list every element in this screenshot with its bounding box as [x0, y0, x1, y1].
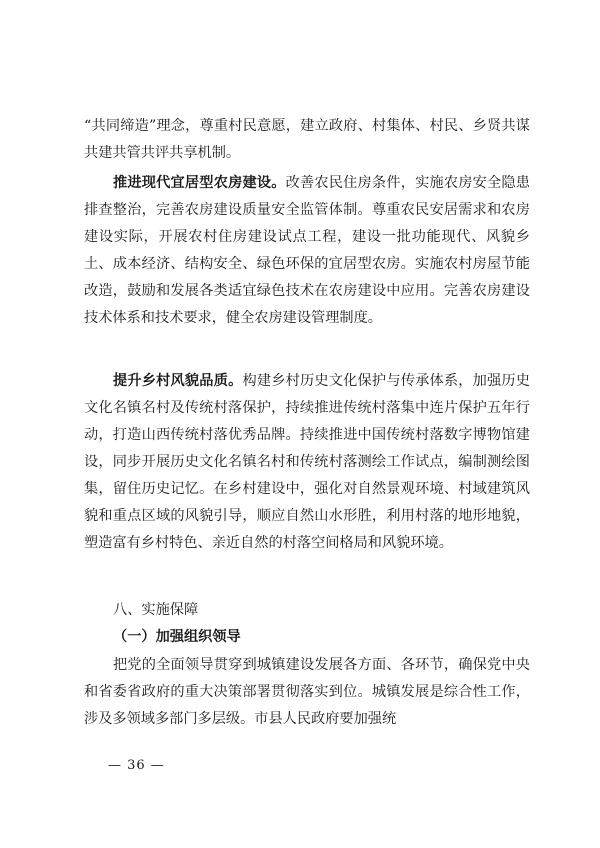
paragraph-organization: 把党的全面领导贯穿到城镇建设发展各方面、各环节，确保党中央和省委省政府的重大决策部署贯彻落实到位。城镇发展是综合性工作，涉及多领域多部门多层级。市县人民政府要加强统 — [84, 657, 530, 727]
paragraph-lead-heading: 推进现代宜居型农房建设。 — [113, 175, 286, 191]
paragraph-continued: “共同缔造”理念，尊重村民意愿，建立政府、村集体、村民、乡贤共谋共建共管共评共享机制。 — [84, 118, 530, 161]
paragraph-village-style — [84, 368, 530, 557]
paragraph-rural-housing — [84, 170, 530, 332]
paragraph-text: 构建乡村历史文化保护与传承体系，加强历史文化名镇名村及传统村落保护，持续推进传统村落集中连片保护五年行动，打造山西传统村落优秀品牌。持续推进中国传统村落数字博物馆建设，同步开展历史文化名镇名村和传统村落测绘工作试点，编制测绘图集，留住历史记忆。在乡村建设中，强化对自然景观环境、村域建筑风貌和重点区域的风貌引导，顺应自然山水形胜，利用村落的地形地貌，塑造富有乡村特色、亲近自然的村落空间格局和风貌环境。 — [84, 373, 530, 551]
paragraph-text: 改善农民住房条件，实施农房安全隐患排查整治，完善农房建设质量安全监管体制。尊重农民安居需求和农房建设实际，开展农村住房建设试点工程，建设一批功能现代、风貌乡土、成本经济、结构安全、绿色环保的宜居型农房。实施农村房屋节能改造，鼓励和发展各类适宜绿色技术在农房建设中应用。完善农房建设技术体系和技术要求，健全农房建设管理制度。 — [84, 175, 530, 326]
paragraph-lead-heading: 提升乡村风貌品质。 — [113, 373, 243, 389]
page-number: — 36 — — [108, 758, 165, 773]
subsection-heading: （一）加强组织领导 — [113, 629, 241, 645]
section-heading: 八、实施保障 — [113, 602, 199, 618]
